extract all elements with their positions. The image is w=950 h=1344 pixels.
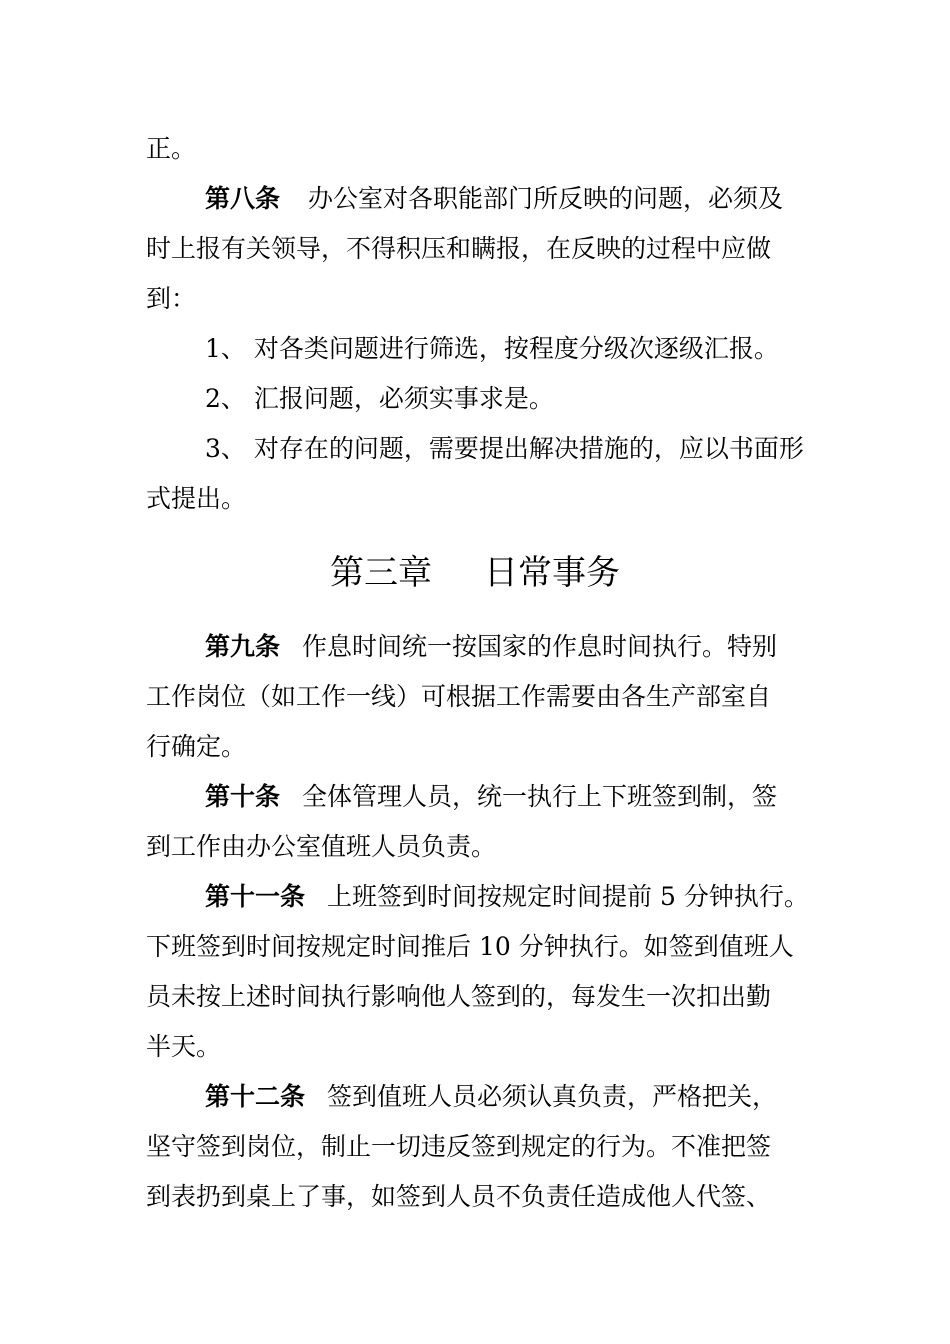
chapter-number: 第三章 <box>330 553 432 593</box>
paragraph-line: 到： <box>146 284 197 313</box>
list-item: 1、 对各类问题进行筛选，按程度分级次逐级汇报。 <box>205 334 779 363</box>
article-12-line: 第十二条 签到值班人员必须认真负责，严格把关， <box>205 1082 778 1111</box>
paragraph-line: 式提出。 <box>146 484 247 513</box>
list-item: 3、 对存在的问题，需要提出解决措施的，应以书面形 <box>205 434 804 463</box>
paragraph-line: 行确定。 <box>146 732 247 761</box>
paragraph-line: 到工作由办公室值班人员负责。 <box>146 832 497 861</box>
paragraph-line: 半天。 <box>146 1032 222 1061</box>
paragraph-line: 坚守签到岗位，制止一切违反签到规定的行为。不准把签 <box>146 1132 772 1161</box>
article-8-line: 第八条 办公室对各职能部门所反映的问题，必须及 <box>205 184 784 213</box>
paragraph-line: 员未按上述时间执行影响他人签到的，每发生一次扣出勤 <box>146 982 772 1011</box>
paragraph-line: 工作岗位（如工作一线）可根据工作需要由各生产部室自 <box>146 682 772 711</box>
article-10-line: 第十条 全体管理人员，统一执行上下班签到制，签 <box>205 782 778 811</box>
paragraph-line: 时上报有关领导，不得积压和瞒报，在反映的过程中应做 <box>146 234 772 263</box>
article-number: 第十条 <box>205 782 281 811</box>
paragraph-line: 到表扔到桌上了事，如签到人员不负责任造成他人代签、 <box>146 1182 772 1211</box>
chapter-title: 日常事务 <box>484 553 620 593</box>
article-number: 第九条 <box>205 632 281 661</box>
article-9-line: 第九条 作息时间统一按国家的作息时间执行。特别 <box>205 632 778 661</box>
paragraph-line: 下班签到时间按规定时间推后 10 分钟执行。如签到值班人 <box>146 932 794 961</box>
paragraph-line: 正。 <box>146 134 197 163</box>
article-number: 第八条 <box>205 184 281 213</box>
article-number: 第十一条 <box>205 882 306 911</box>
article-number: 第十二条 <box>205 1082 306 1111</box>
article-11-line: 第十一条 上班签到时间按规定时间提前 5 分钟执行。 <box>205 882 809 911</box>
list-item: 2、 汇报问题，必须实事求是。 <box>205 384 554 413</box>
chapter-heading <box>0 553 950 593</box>
